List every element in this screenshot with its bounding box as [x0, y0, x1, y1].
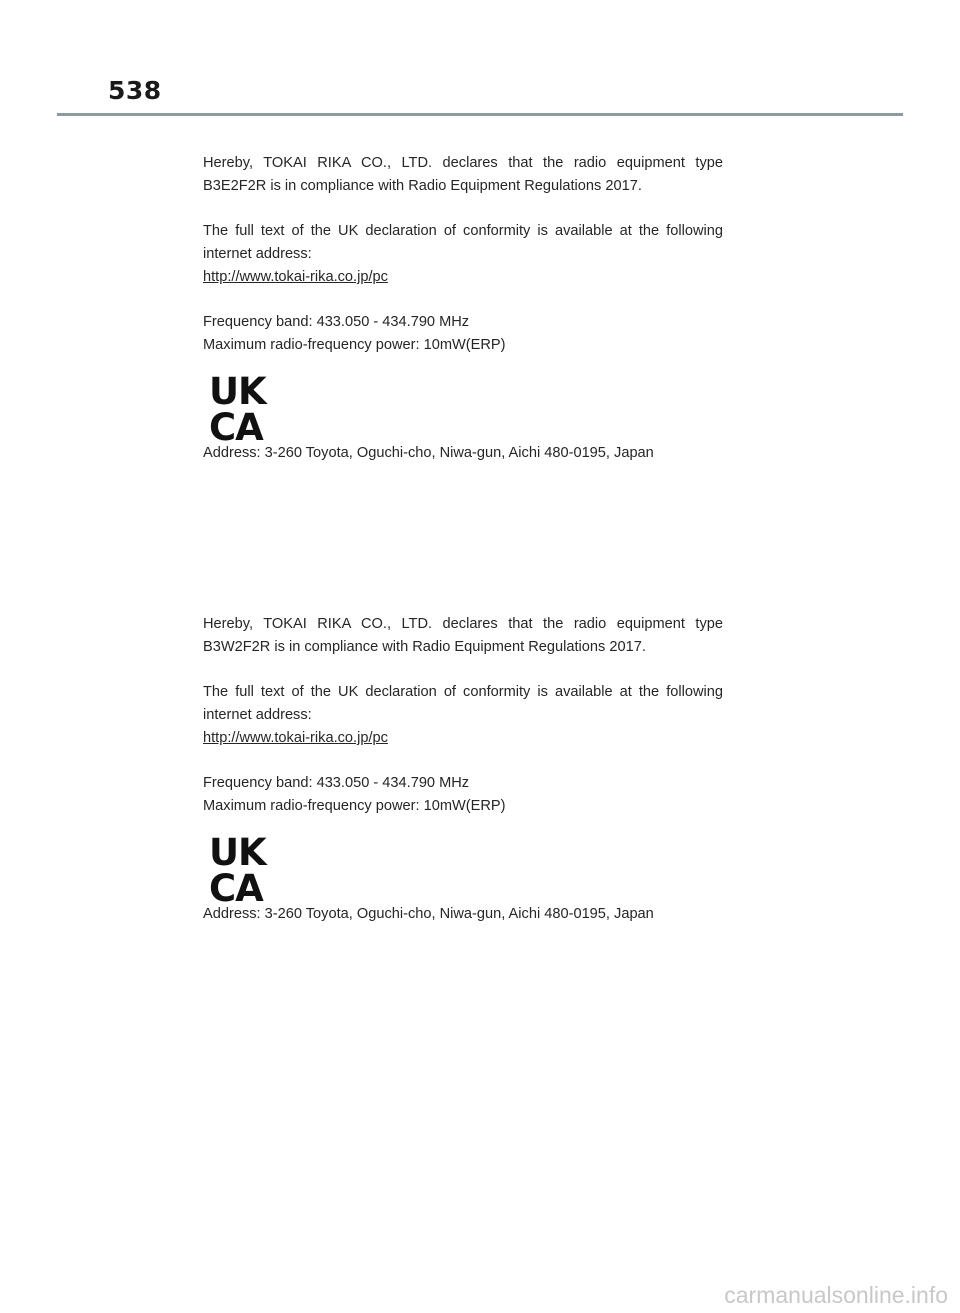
watermark: carmanualsonline.info — [724, 1282, 948, 1308]
max-power: Maximum radio-frequency power: 10mW(ERP) — [203, 337, 506, 353]
ukca-mark-line1: UK — [209, 831, 266, 874]
ukca-mark-line2: CA — [209, 406, 263, 449]
header-rule — [57, 113, 903, 116]
declaration-block-2 — [203, 613, 723, 926]
page-number: 538 — [108, 76, 162, 105]
declaration-url-link[interactable]: http://www.tokai-rika.co.jp/pc — [203, 269, 388, 285]
declaration-statement: Hereby, TOKAI RIKA CO., LTD. declares that the radio equipment type B3E2F2R is in compliance with Radio Equipment Regulations 2017. — [203, 155, 723, 194]
address: Address: 3-260 Toyota, Oguchi-cho, Niwa-gun, Aichi 480-0195, Japan — [203, 906, 654, 922]
ukca-mark-line2: CA — [209, 867, 263, 910]
max-power: Maximum radio-frequency power: 10mW(ERP) — [203, 798, 506, 814]
ukca-mark-line1: UK — [209, 370, 266, 413]
ukca-mark — [209, 370, 279, 449]
declaration-url-link[interactable]: http://www.tokai-rika.co.jp/pc — [203, 730, 388, 746]
frequency-band: Frequency band: 433.050 - 434.790 MHz — [203, 314, 470, 330]
declaration-block-1 — [203, 152, 723, 465]
address: Address: 3-260 Toyota, Oguchi-cho, Niwa-gun, Aichi 480-0195, Japan — [203, 445, 654, 461]
declaration-statement: Hereby, TOKAI RIKA CO., LTD. declares that the radio equipment type B3W2F2R is in compliance with Radio Equipment Regulations 2017. — [203, 616, 723, 655]
frequency-band: Frequency band: 433.050 - 434.790 MHz — [203, 775, 470, 791]
ukca-mark — [209, 831, 279, 910]
full-text-note: The full text of the UK declaration of conformity is available at the following internet address: — [203, 223, 723, 262]
full-text-note: The full text of the UK declaration of conformity is available at the following internet address: — [203, 684, 723, 723]
